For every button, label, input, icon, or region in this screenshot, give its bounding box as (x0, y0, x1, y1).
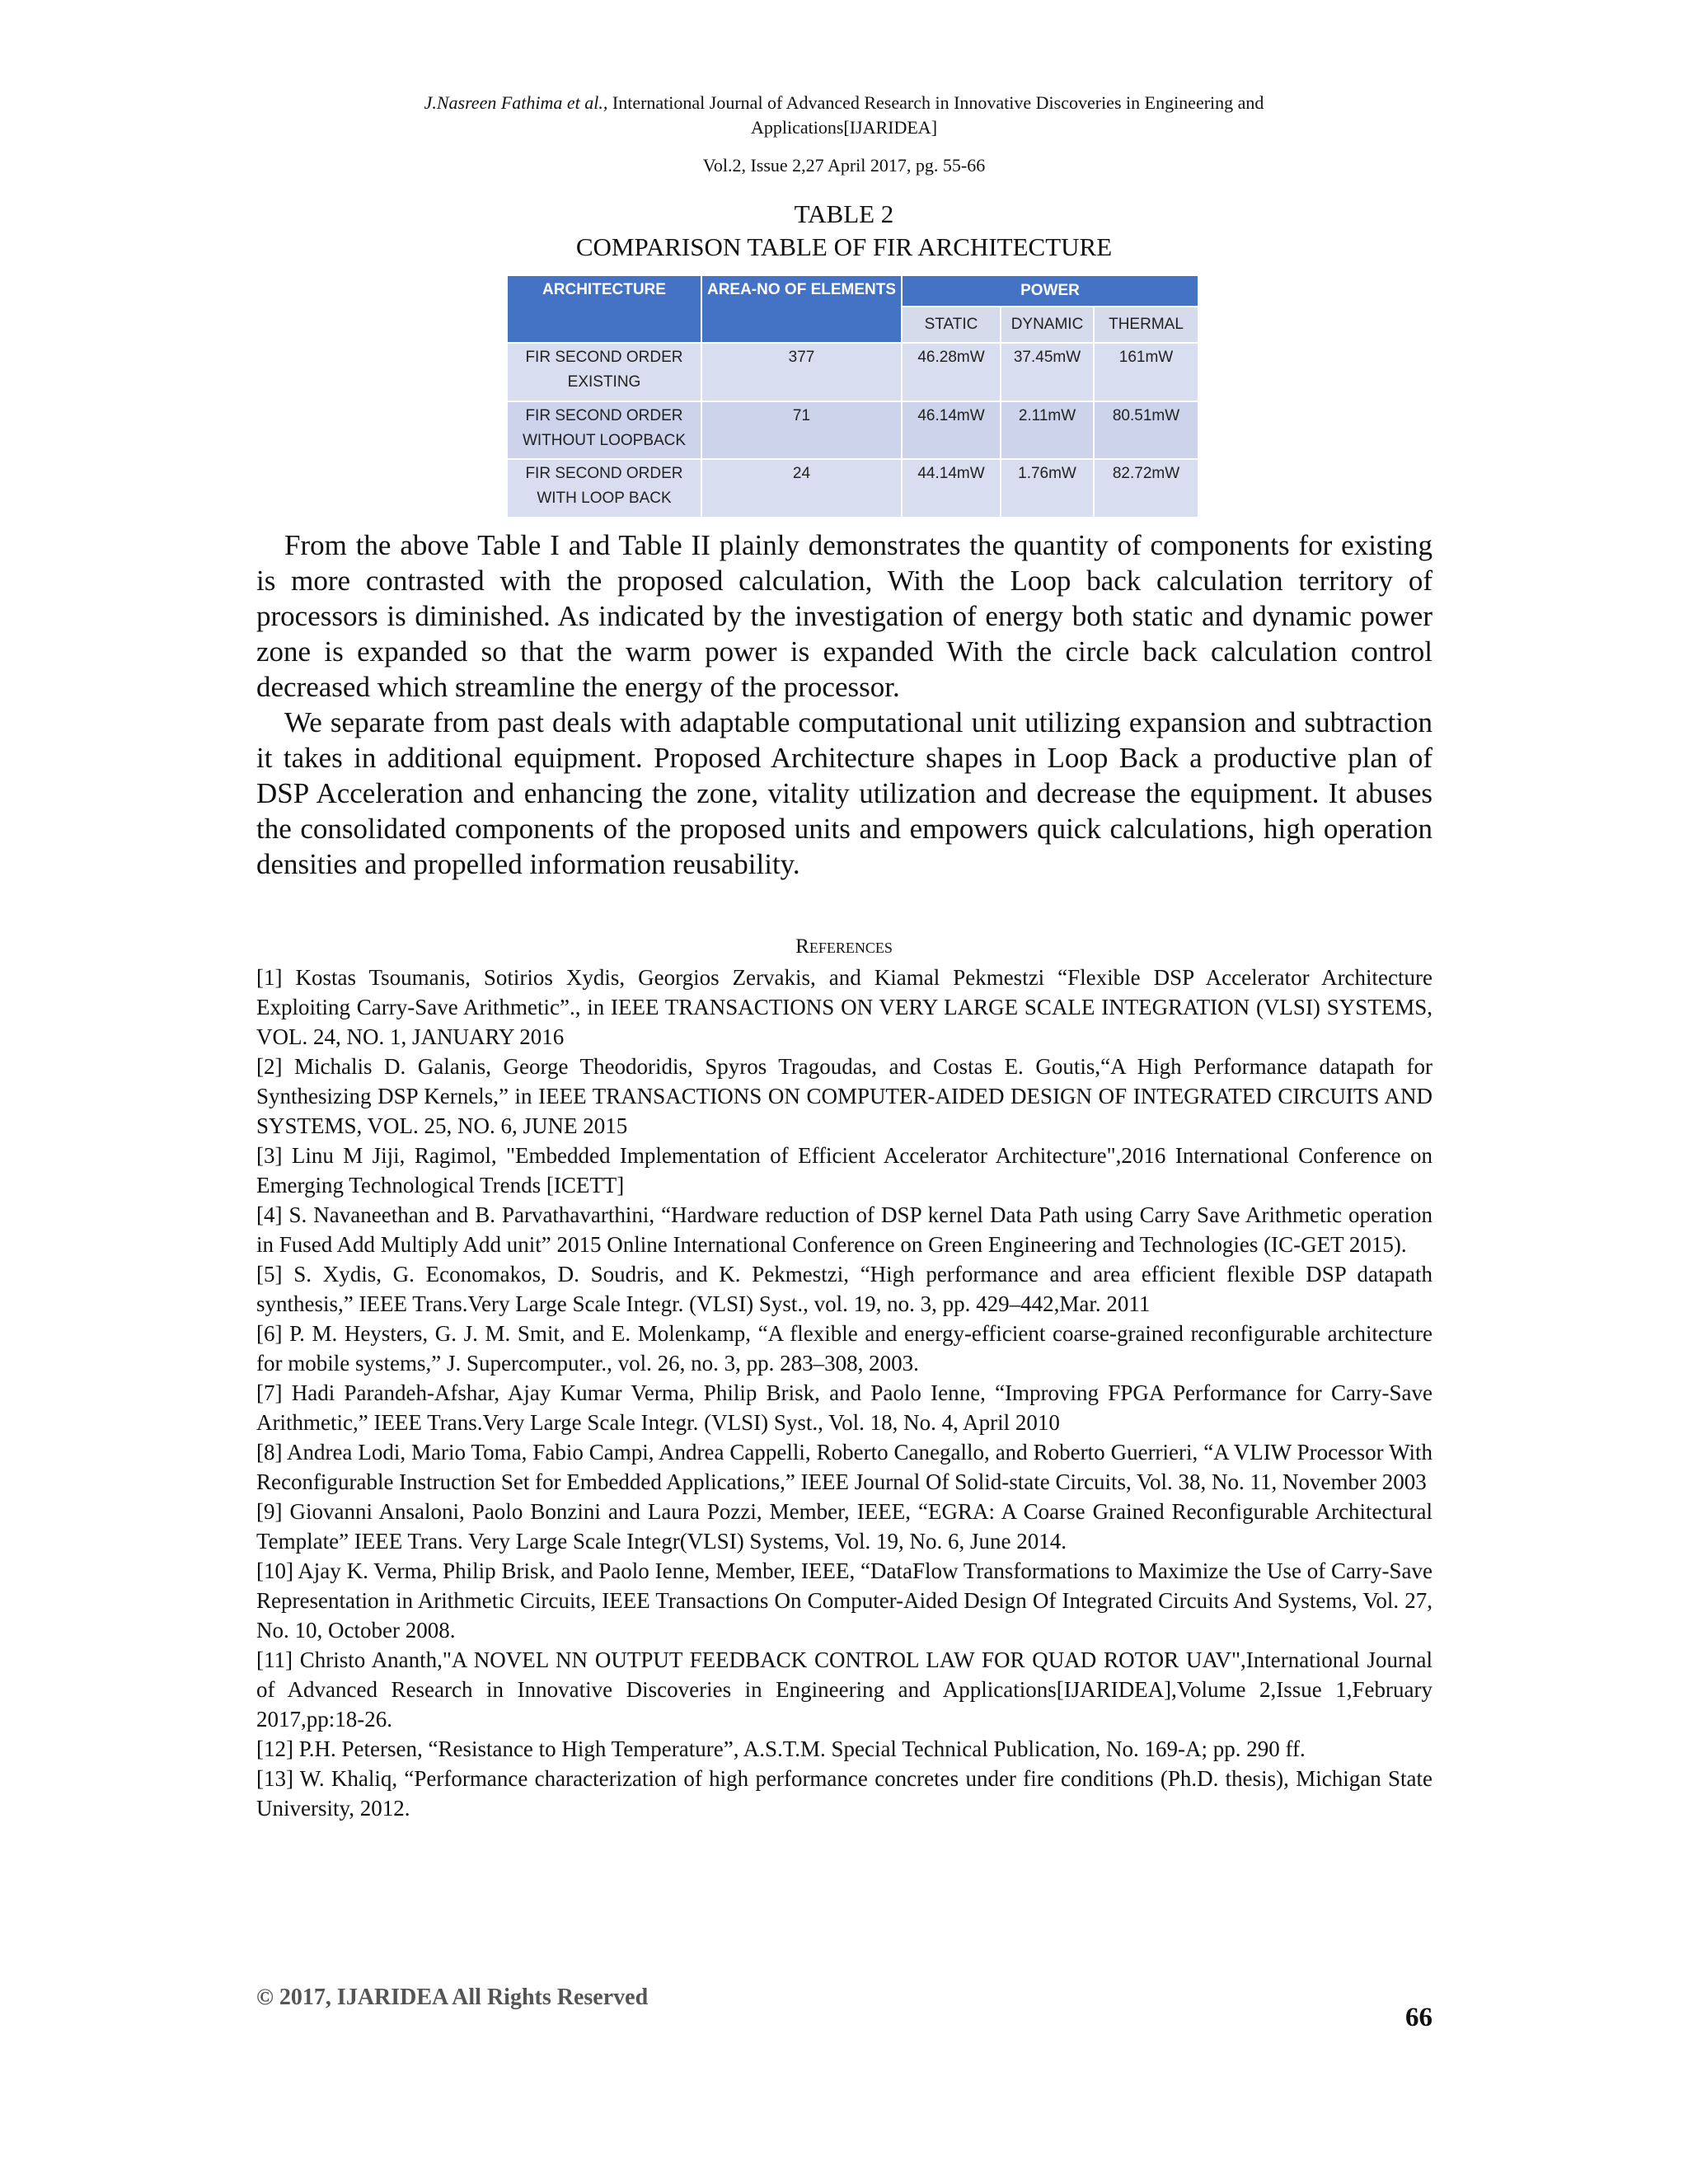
cell-dynamic: 1.76mW (1001, 459, 1094, 518)
cell-area: 377 (701, 343, 902, 401)
header-dynamic: DYNAMIC (1001, 307, 1094, 343)
table-row (507, 343, 1198, 401)
cell-dynamic: 37.45mW (1001, 343, 1094, 401)
header-thermal: THERMAL (1094, 307, 1198, 343)
comparison-table (506, 274, 1199, 518)
running-header (0, 91, 1688, 140)
reference-item: [6] P. M. Heysters, G. J. M. Smit, and E. Molenkamp, “A flexible and energy-efficient coarse-grained reconfigurable architecture for mobile systems,” J. Supercomputer., vol. 26, no. 3, pp. 283–308, 2003. (256, 1321, 1432, 1376)
cell-static: 46.14mW (902, 401, 1001, 460)
cell-thermal: 82.72mW (1094, 459, 1198, 518)
reference-item: [1] Kostas Tsoumanis, Sotirios Xydis, Georgios Zervakis, and Kiamal Pekmestzi “Flexible DSP Accelerator Architecture Exploiting Carry-Save Arithmetic”., in IEEE TRANSACTIONS ON VERY LARGE SCALE INTEGRATION (VLSI) SYSTEMS, VOL. 24, NO. 1, JANUARY 2016 (256, 965, 1432, 1049)
cell-dynamic: 2.11mW (1001, 401, 1094, 460)
header-journal: International Journal of Advanced Research in Innovative Discoveries in Engineering and (607, 92, 1264, 113)
header-area: AREA-NO OF ELEMENTS (701, 275, 902, 343)
reference-item: [8] Andrea Lodi, Mario Toma, Fabio Campi, Andrea Cappelli, Roberto Canegallo, and Roberto Guerrieri, “A VLIW Processor With Reconfigurable Instruction Set for Embedded Applications,” IEEE Journal Of Solid-state Circuits, Vol. 38, No. 11, November 2003 (256, 1440, 1432, 1494)
cell-architecture: FIR SECOND ORDER EXISTING (507, 343, 701, 401)
reference-item: [13] W. Khaliq, “Performance characterization of high performance concretes under fire conditions (Ph.D. thesis), Michigan State University, 2012. (256, 1766, 1432, 1821)
reference-item: [10] Ajay K. Verma, Philip Brisk, and Paolo Ienne, Member, IEEE, “DataFlow Transformations to Maximize the Use of Carry-Save Representation in Arithmetic Circuits, IEEE Transactions On Computer-Aided Design Of Integrated Circuits And Systems, Vol. 27, No. 10, October 2008. (256, 1558, 1432, 1643)
table-row (507, 459, 1198, 518)
cell-area: 71 (701, 401, 902, 460)
cell-thermal: 161mW (1094, 343, 1198, 401)
table-number: TABLE 2 (794, 199, 894, 228)
header-authors: J.Nasreen Fathima et al., (424, 92, 608, 113)
table-row (507, 401, 1198, 460)
reference-item: [7] Hadi Parandeh-Afshar, Ajay Kumar Verma, Philip Brisk, and Paolo Ienne, “Improving FPGA Performance for Carry-Save Arithmetic,” IEEE Trans.Very Large Scale Integr. (VLSI) Syst., Vol. 18, No. 4, April 2010 (256, 1380, 1432, 1435)
reference-item: [12] P.H. Petersen, “Resistance to High Temperature”, A.S.T.M. Special Technical Publication, No. 169-A; pp. 290 ff. (256, 1736, 1306, 1761)
table-caption (0, 198, 1688, 264)
reference-item: [2] Michalis D. Galanis, George Theodoridis, Spyros Tragoudas, and Costas E. Goutis,“A High Performance datapath for Synthesizing DSP Kernels,” in IEEE TRANSACTIONS ON COMPUTER-AIDED DESIGN OF INTEGRATED CIRCUITS AND SYSTEMS, VOL. 25, NO. 6, JUNE 2015 (256, 1054, 1432, 1138)
cell-architecture: FIR SECOND ORDER WITH LOOP BACK (507, 459, 701, 518)
reference-item: [11] Christo Ananth,"A NOVEL NN OUTPUT FEEDBACK CONTROL LAW FOR QUAD ROTOR UAV",International Journal of Advanced Research in Innovative Discoveries in Engineering and Applications[IJARIDEA],Volume 2,Issue 1,February 2017,pp:18-26. (256, 1647, 1432, 1732)
cell-area: 24 (701, 459, 902, 518)
header-volume: Vol.2, Issue 2,27 April 2017, pg. 55-66 (702, 155, 986, 176)
header-journal-abbrev: Applications[IJARIDEA] (750, 117, 938, 138)
paragraph: From the above Table I and Table II plainly demonstrates the quantity of components for existing is more contrasted with the proposed calculation, With the Loop back calculation territory of processors is diminished. As indicated by the investigation of energy both static and dynamic power zone is expanded so that the warm power is expanded With the circle back calculation control decreased which streamline the energy of the processor. (256, 529, 1432, 703)
references-list (256, 963, 1432, 1823)
header-architecture: ARCHITECTURE (507, 275, 701, 343)
body-text (256, 527, 1432, 882)
cell-static: 46.28mW (902, 343, 1001, 401)
header-static: STATIC (902, 307, 1001, 343)
reference-item: [4] S. Navaneethan and B. Parvathavarthini, “Hardware reduction of DSP kernel Data Path using Carry Save Arithmetic operation in Fused Add Multiply Add unit” 2015 Online International Conference on Green Engineering and Technologies (IC-GET 2015). (256, 1202, 1432, 1257)
table-title: COMPARISON TABLE OF FIR ARCHITECTURE (575, 232, 1113, 261)
copyright-footer: © 2017, IJARIDEA All Rights Reserved (256, 1985, 649, 2010)
header-power: POWER (902, 275, 1198, 307)
reference-item: [9] Giovanni Ansaloni, Paolo Bonzini and Laura Pozzi, Member, IEEE, “EGRA: A Coarse Grained Reconfigurable Architectural Template” IEEE Trans. Very Large Scale Integr(VLSI) Systems, Vol. 19, No. 6, June 2014. (256, 1499, 1432, 1554)
paragraph: We separate from past deals with adaptable computational unit utilizing expansion and subtraction it takes in additional equipment. Proposed Architecture shapes in Loop Back a productive plan of DSP Acceleration and enhancing the zone, vitality utilization and decrease the equipment. It abuses the consolidated components of the proposed units and empowers quick calculations, high operation densities and propelled information reusability. (256, 706, 1432, 880)
cell-thermal: 80.51mW (1094, 401, 1198, 460)
page-number: 66 (1405, 2003, 1432, 2032)
reference-item: [3] Linu M Jiji, Ragimol, "Embedded Implementation of Efficient Accelerator Architecture",2016 International Conference on Emerging Technological Trends [ICETT] (256, 1143, 1432, 1197)
cell-architecture: FIR SECOND ORDER WITHOUT LOOPBACK (507, 401, 701, 460)
cell-static: 44.14mW (902, 459, 1001, 518)
reference-item: [5] S. Xydis, G. Economakos, D. Soudris, and K. Pekmestzi, “High performance and area efficient flexible DSP datapath synthesis,” IEEE Trans.Very Large Scale Integr. (VLSI) Syst., vol. 19, no. 3, pp. 429–442,Mar. 2011 (256, 1262, 1432, 1316)
references-heading: References (795, 935, 893, 958)
